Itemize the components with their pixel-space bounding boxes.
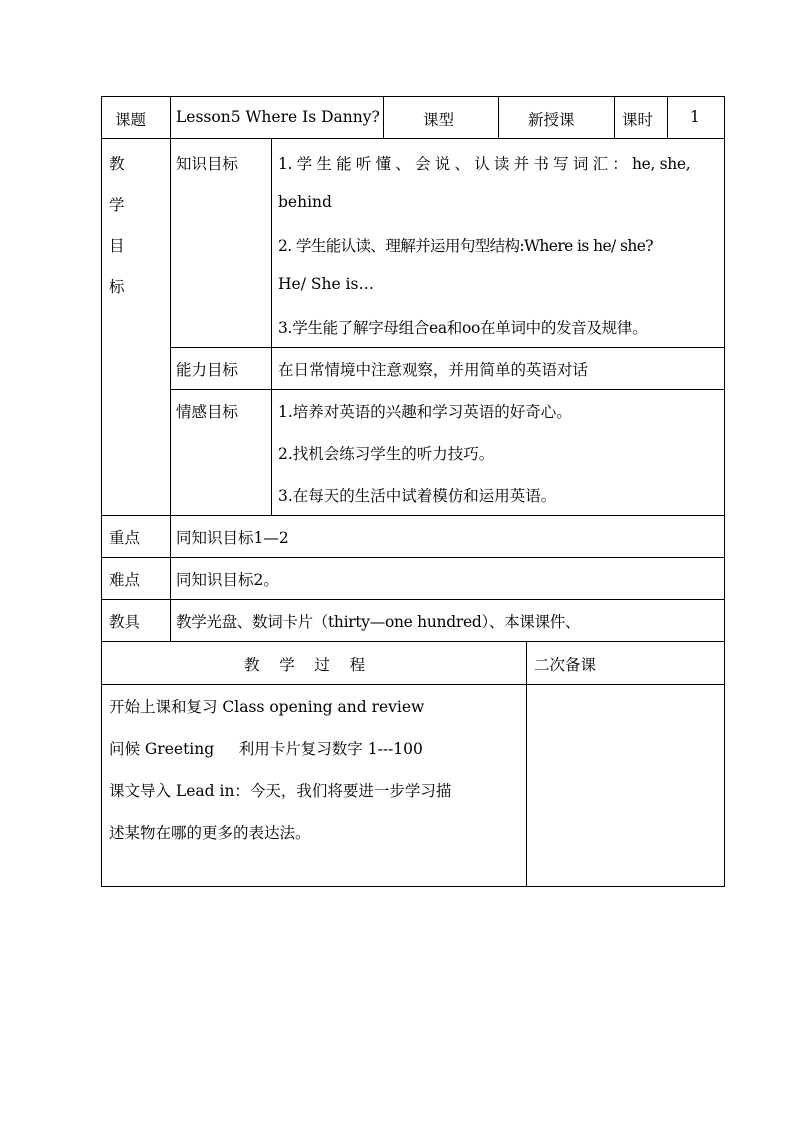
process-line: 述某物在哪的更多的表达法。 bbox=[109, 824, 311, 842]
second-prep-label: 二次备课 bbox=[534, 656, 597, 674]
table-border-bottom bbox=[101, 886, 725, 887]
lesson-plan-table bbox=[101, 96, 725, 887]
process-line: 问候 Greeting 利用卡片复习数字 1---100 bbox=[109, 740, 423, 758]
table-border-top bbox=[101, 96, 725, 97]
emotion-goal-label: 情感目标 bbox=[176, 403, 239, 421]
knowledge-goal-line: 1. 学 生 能 听 懂 、 会 说 、 认 读 并 书 写 词 汇 ： he, she, bbox=[278, 155, 691, 173]
goals-side-char: 学 bbox=[109, 196, 125, 214]
kexing-value: 新授课 bbox=[528, 111, 575, 129]
knowledge-goal-line: behind bbox=[278, 193, 332, 211]
table-border-left bbox=[101, 96, 102, 887]
difficult-point-label: 难点 bbox=[109, 571, 141, 589]
process-line: 课文导入 Lead in：今天，我们将要进一步学习描 bbox=[109, 782, 452, 800]
row-divider bbox=[101, 684, 725, 685]
kexing-label: 课型 bbox=[423, 111, 455, 129]
keti-label: 课题 bbox=[115, 111, 147, 129]
knowledge-goal-line: 2. 学生能认读、理解并运用句型结构:Where is he/ she? bbox=[278, 237, 653, 255]
process-title: 教 学 过 程 bbox=[244, 656, 366, 674]
ability-goal-text: 在日常情境中注意观察，并用简单的英语对话 bbox=[278, 361, 589, 379]
table-border-right bbox=[724, 96, 725, 887]
difficult-point-text: 同知识目标2。 bbox=[176, 571, 279, 589]
knowledge-goal-label: 知识目标 bbox=[176, 155, 239, 173]
key-point-text: 同知识目标1—2 bbox=[176, 529, 289, 547]
col-divider bbox=[614, 96, 615, 138]
emotion-goal-line: 3.在每天的生活中试着模仿和运用英语。 bbox=[278, 487, 557, 505]
emotion-goal-line: 2.找机会练习学生的听力技巧。 bbox=[278, 445, 495, 463]
process-line: 开始上课和复习 Class opening and review bbox=[109, 698, 425, 716]
keshi-label: 课时 bbox=[622, 111, 654, 129]
teaching-tools-label: 教具 bbox=[109, 613, 141, 631]
keshi-value: 1 bbox=[690, 108, 700, 126]
col-divider bbox=[526, 641, 527, 886]
goals-side-char: 教 bbox=[109, 155, 125, 173]
lesson-title: Lesson5 Where Is Danny? bbox=[176, 108, 380, 126]
row-divider bbox=[101, 599, 725, 600]
row-divider bbox=[101, 515, 725, 516]
col-divider bbox=[170, 96, 171, 641]
col-divider bbox=[383, 96, 384, 138]
knowledge-goal-line: He/ She is… bbox=[278, 275, 374, 293]
emotion-goal-line: 1.培养对英语的兴趣和学习英语的好奇心。 bbox=[278, 403, 572, 421]
ability-goal-label: 能力目标 bbox=[176, 361, 239, 379]
row-divider bbox=[101, 138, 725, 139]
row-divider bbox=[170, 347, 725, 348]
key-point-label: 重点 bbox=[109, 529, 141, 547]
col-divider bbox=[667, 96, 668, 138]
row-divider bbox=[101, 557, 725, 558]
goals-side-char: 标 bbox=[109, 278, 125, 296]
knowledge-goal-line: 3.学生能了解字母组合ea和oo在单词中的发音及规律。 bbox=[278, 319, 648, 337]
row-divider bbox=[101, 641, 725, 642]
row-divider bbox=[170, 389, 725, 390]
goals-side-char: 目 bbox=[109, 237, 125, 255]
col-divider bbox=[498, 96, 499, 138]
col-divider bbox=[271, 138, 272, 515]
teaching-tools-text: 教学光盘、数词卡片（thirty—one hundred）、本课课件、 bbox=[176, 613, 581, 631]
